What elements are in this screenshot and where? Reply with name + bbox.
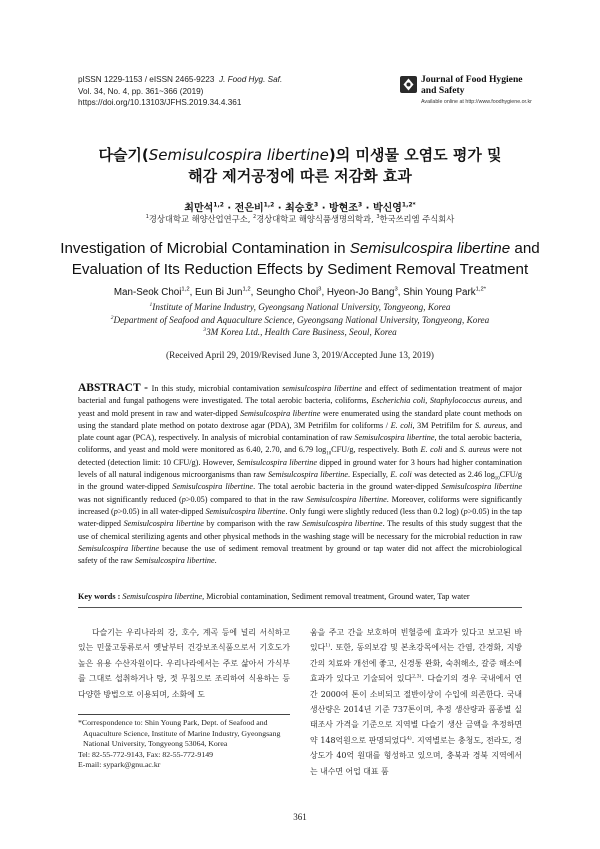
journal-logo-icon — [400, 76, 417, 93]
received-dates: (Received April 29, 2019/Revised June 3, 2019/Accepted June 13, 2019) — [166, 350, 434, 360]
abstract-segment: p — [463, 506, 468, 516]
author: 박신영$^{1,2*}$ — [372, 201, 416, 214]
journal-header — [78, 74, 282, 109]
abstract-segment: by comparison with the raw — [203, 519, 303, 529]
affiliation: $^1$Institute of Marine Industry, Gyeongsang National University, Tongyeong, Korea — [149, 301, 451, 312]
abstract-segment: Semisulcospira libertine — [78, 543, 159, 553]
abstract-label: ABSTRACT - — [78, 382, 152, 394]
abstract-segment: Semisulcospira libertine — [306, 494, 387, 504]
citation-ref: 2,3) — [412, 674, 422, 680]
abstract-segment: and yeast and mold present in raw and water-dipped — [78, 396, 522, 418]
body-column-left: 다슬기는 우리나라의 강, 호수, 계곡 등에 널리 서식하고 있는 민물고둥류로서 옛날부터 건강보조식품으로서 기호도가 높은 유용 수산자원이다. 우리나라에서는 주로 삶아서 가식부를 그대로 섭취하거나 탕, 젓 무침으로 조리하여 식용하는 등 다양한 방법으로 이용되며, 소화에 도 — [78, 628, 290, 699]
abstract-segment: were not detected (detection limit: 10 CFU/g). However, — [78, 445, 523, 467]
abstract-segment: Semisulcospira libertine — [134, 556, 215, 566]
abstract-segment: , the total aerobic bacteria, coliforms, and yeast and mold were monitored as 6.40, 2.70, and 6.79 log — [78, 433, 522, 455]
volume-line: Vol. 34, No. 4, pp. 361~366 (2019) — [78, 86, 204, 96]
abstract-segment: p — [181, 494, 186, 504]
author: Eun Bi Jun$^{1,2}$ — [195, 286, 251, 298]
abstract-segment: 10 — [326, 452, 332, 458]
citation-ref: 1) — [325, 643, 331, 649]
abstract-segment: S. aureus — [459, 445, 491, 455]
abstract-segment: Semisulcospira libertine — [205, 506, 286, 516]
doi-link[interactable]: https://doi.org/10.13103/JFHS.2019.34.4.361 — [78, 98, 242, 107]
abstract-segment: because the use of sediment removal treatment by ground or tap water did not affect the microbiological safety of the raw — [78, 543, 522, 566]
abstract-segment: >0.05) in all water-dipped — [117, 506, 206, 516]
issn-line: pISSN 1229-1153 / eISSN 2465-9223 J. Food Hyg. Saf. — [78, 75, 283, 84]
author: Hyeon-Jo Bang$^3$ — [326, 286, 398, 298]
abstract-segment: . Especially, — [347, 470, 391, 480]
author: Seungho Choi$^3$ — [256, 286, 322, 298]
abstract-segment: Escherichia coli, Staphylococcus aureus, — [371, 396, 508, 406]
abstract-segment: CFU/g, respectively. Both — [331, 445, 421, 455]
authors-english: Man-Seok Choi$^{1,2}$, Eun Bi Jun$^{1,2}$, Seungho Choi$^3$, Hyeon-Jo Bang$^3$, Shin Young Park$^{1,2*}$ — [113, 286, 487, 298]
abstract-segment: , and plate count agar (PCA), respectively. In analysis of microbial contamination of raw — [78, 420, 523, 443]
abstract-segment: and effect of sedimentation treatment of major bacterial and fungal pathogens were investigated. The total aerobic bacteria, coliforms, — [78, 384, 523, 406]
body-text: . 지역별로는 충청도, 전라도, 경상도가 40억 원대를 형성하고 있으며, 충북과 경북 지역에서는 내수면 어업 대표 품 — [310, 735, 522, 776]
affiliations-english — [0, 301, 600, 339]
abstract-segment: . Only fungi were slightly reduced (less than 0.2 log) ( — [285, 506, 464, 516]
citation-ref: 4) — [406, 736, 412, 742]
logo-url[interactable]: Available online at http://www.foodhygiene.or.kr — [421, 99, 532, 105]
abstract-segment: . The total aerobic bacteria in the ground water-dipped — [253, 482, 442, 492]
body-text: 움을 주고 간을 보호하며 빈혈증에 효과가 있다고 보고된 바 있다 — [310, 628, 522, 653]
abstract-segment: E. coli — [420, 445, 443, 455]
abstract-segment: . Moreover, coliforms were significantly increased ( — [78, 494, 523, 516]
abstract-segment: . The results of this study suggest that the use of chemical sterilizing agents and other physical methods in the washing stage will be necessary for the microbial reduction in raw — [78, 519, 523, 541]
abstract-segment: >0.05) compared to that in the raw — [185, 494, 307, 504]
abstract-segment: Semisulcospira libertine — [302, 519, 383, 529]
author: 최만석$^{1,2}$ — [184, 201, 224, 214]
abstract-segment: and — [442, 445, 460, 455]
affiliation: $^2$Department of Seafood and Aquaculture Science, Gyeongsang National University, Tongyeong, Korea — [110, 314, 490, 325]
abstract — [78, 382, 522, 567]
correspondence-footnote: *Correspondence to: Shin Young Park, Dept. of Seafood and Aquaculture Science, Institute of Marine Industry, Gyeongsang National University, Tongyeong 53064, Korea Tel: 82-55-772-9143, Fax: 82-55-772-9149 E-mail: sypark@gnu.ac.kr — [78, 718, 281, 770]
abstract-segment: Semisulcospira libertine — [267, 470, 348, 480]
abstract-segment: S. aureus — [474, 420, 506, 430]
abstract-segment: , 3M Petrifilm for — [412, 420, 475, 430]
affiliation: $^3$3M Korea Ltd., Health Care Business, Seoul, Korea — [203, 326, 397, 337]
body-text: . 다슬기의 경우 국내에서 연간 2000여 톤이 소비되고 절반이상이 수입에 의존한다. 국내 생산량은 2014년 기준 737톤이며, 추정 생산량과 품종별 실태조사 가격을 기준으로 지역별 다슬기 생산 금액을 추정하면 약 148억원으로 판명되었다 — [310, 674, 522, 745]
abstract-segment: Semisulcospira libertine — [236, 457, 318, 467]
abstract-segment: Semisulcospira libertine — [354, 433, 435, 443]
abstract-segment: dipped in ground water for 3 hours had higher contamination levels of all natural indigenous microorganisms than raw — [78, 457, 523, 480]
abstract-segment: semisulcospira libertine — [282, 384, 362, 393]
abstract-segment: >0.05) in the tap water-dipped — [78, 506, 523, 529]
footnote-divider — [78, 714, 290, 715]
abstract-segment: p — [113, 506, 118, 516]
abstract-segment: Semisulcospira libertine — [172, 482, 254, 492]
page-number: 361 — [293, 812, 307, 822]
abstract-segment: were enumerated using the standard plate count methods on using the standard plate method on potato dextrose agar (PDA), 3M Petrifilm for coliforms / — [78, 408, 522, 430]
abstract-body — [78, 384, 522, 565]
abstract-segment: was detected as 2.46 log — [411, 470, 495, 480]
keywords: Key words : Semisulcospira libertine, Microbial contamination, Sediment removal treatment, Ground water, Tap water — [78, 592, 470, 601]
abstract-segment: Semisulcospira libertine — [441, 482, 522, 492]
title-english: Investigation of Microbial Contamination in Semisulcospira libertine and Evaluation of Its Reduction Effects by Sediment Removal Treatment — [60, 240, 540, 278]
abstract-segment: In this study, microbial contamivation — [151, 384, 283, 393]
section-divider — [78, 607, 522, 608]
abstract-segment: was not significantly reduced ( — [78, 494, 182, 504]
author: 최승호$^3$ — [285, 201, 319, 214]
author: 전은비$^{1,2}$ — [234, 201, 275, 214]
logo-title: Journal of Food Hygiene and Safety — [421, 74, 523, 96]
author: 방현조$^3$ — [329, 201, 363, 214]
abstract-segment: E. coli — [390, 420, 413, 430]
affiliations-korean: $^1$경상대학교 해양산업연구소, $^2$경상대학교 해양식품생명의학과, $^3$한국쓰리엠 주식회사 — [145, 214, 455, 224]
abstract-segment: CFU/g in the ground water-dipped — [78, 470, 522, 492]
abstract-segment: Semisulcospira libertine — [123, 519, 204, 529]
journal-logo — [400, 74, 532, 108]
body-column-right — [310, 625, 522, 779]
abstract-segment: . — [214, 556, 217, 566]
title-korean: 다슬기(Semisulcospira libertine)의 미생물 오염도 평가 및 해감 제거공정에 따른 저감화 효과 — [98, 146, 502, 185]
author: Shin Young Park$^{1,2*}$ — [403, 286, 487, 298]
authors-korean: 최만석$^{1,2}$ · 전은비$^{1,2}$ · 최승호$^3$ · 방현조$^3$ · 박신영$^{1,2*}$ — [184, 201, 416, 214]
abstract-segment: E. coli — [390, 470, 412, 480]
abstract-segment: 10 — [494, 476, 500, 482]
author: Man-Seok Choi$^{1,2}$ — [113, 286, 190, 298]
body-text: . 또한, 동의보감 및 본초강목에서는 간염, 간경화, 지방간의 치료와 개선에 좋고, 신경통 완화, 숙취해소, 갈증 해소에 효과가 있다고 기술되어 있다 — [310, 643, 522, 684]
abstract-segment: Semisulcospira libertine — [240, 408, 321, 418]
